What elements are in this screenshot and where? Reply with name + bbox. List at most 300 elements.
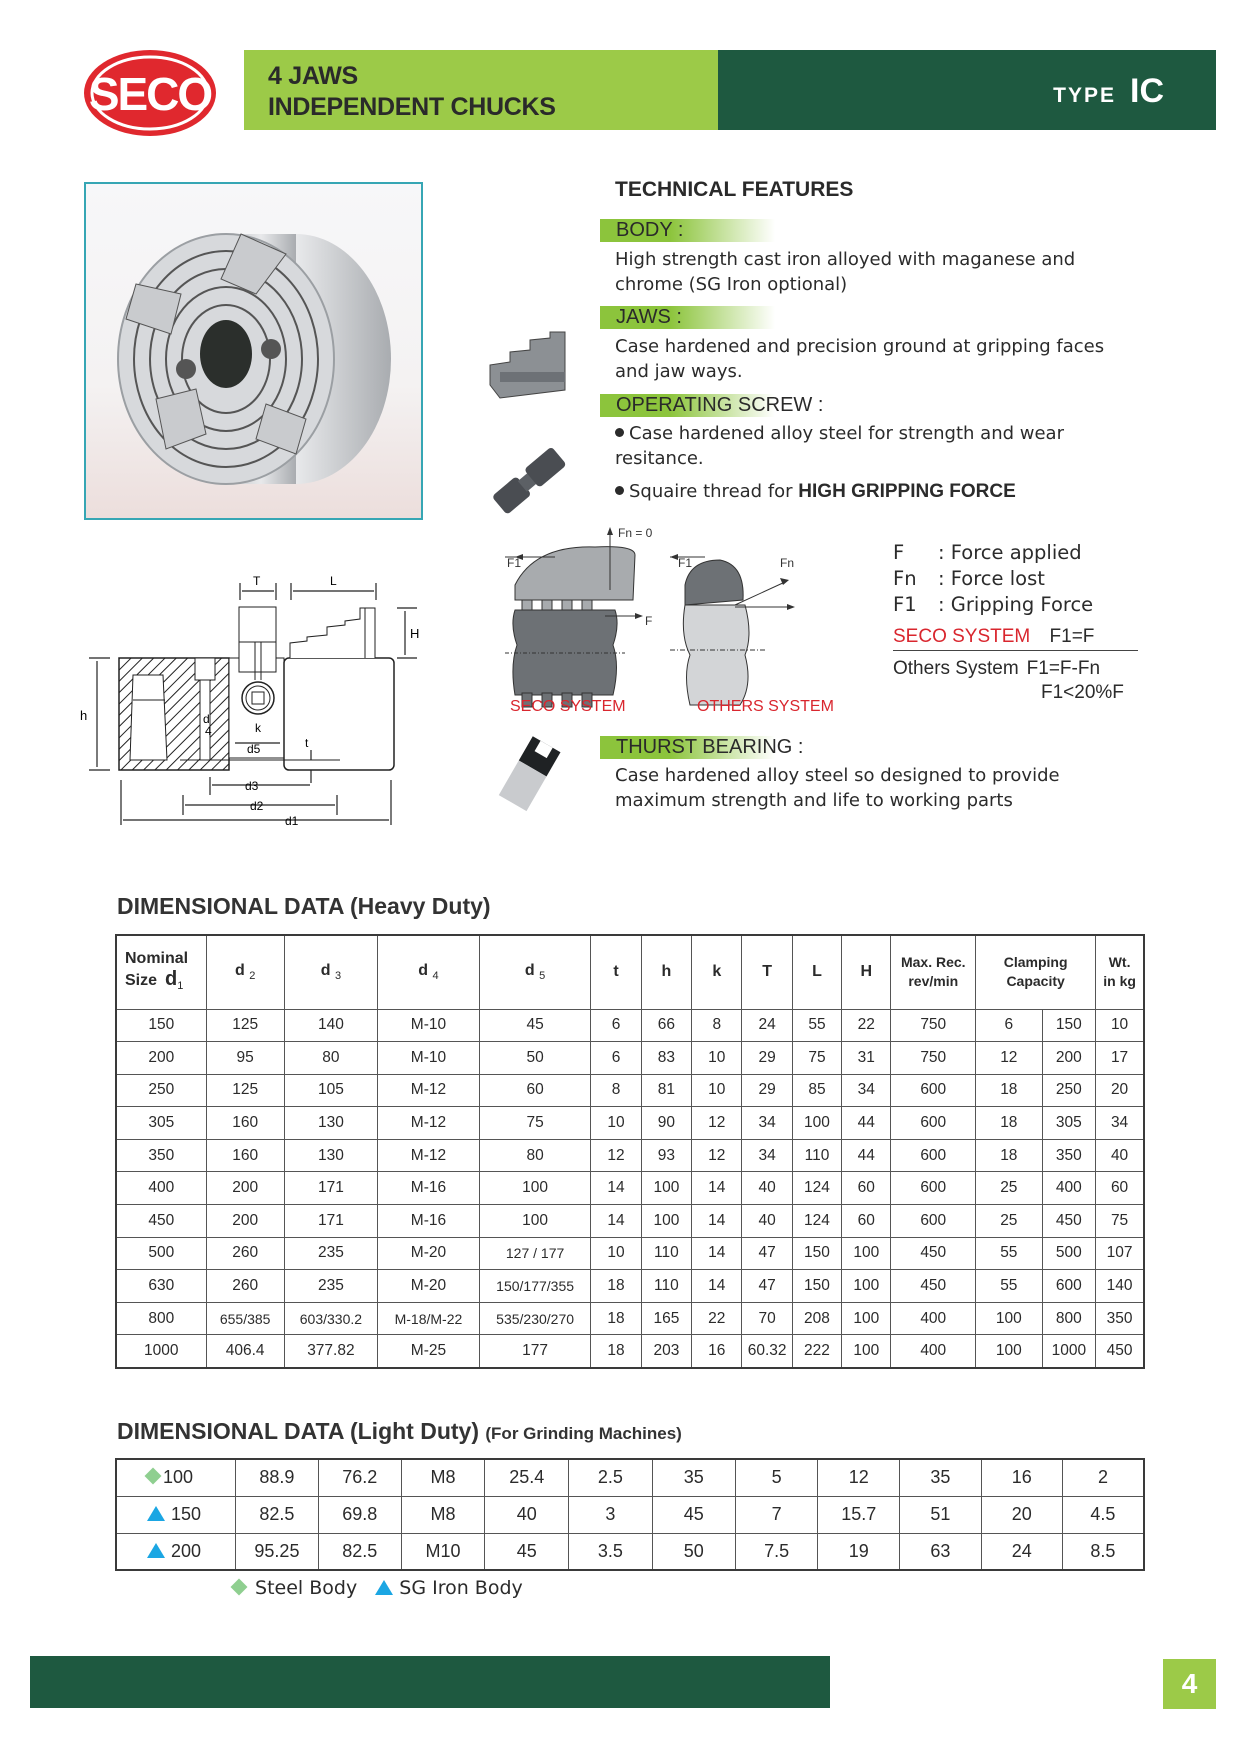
table-cell: 110 bbox=[641, 1270, 691, 1303]
table-cell: 60 bbox=[842, 1172, 891, 1205]
others-system-equation: Others System F1=F-Fn F1<20%F bbox=[893, 658, 1124, 703]
jaws-text-line-1: Case hardened and precision ground at gripping faces bbox=[615, 336, 1105, 357]
table-row bbox=[116, 1335, 1144, 1368]
table-cell: 29 bbox=[742, 1042, 792, 1075]
table-cell: 171 bbox=[284, 1205, 377, 1238]
legend-row-f: F : Force applied bbox=[893, 541, 1082, 564]
table-cell: M-12 bbox=[378, 1107, 480, 1140]
table-cell: 45 bbox=[485, 1533, 569, 1570]
table-cell: 80 bbox=[284, 1042, 377, 1075]
sg-iron-body-label: SG Iron Body bbox=[399, 1577, 523, 1599]
table-cell: 400 bbox=[891, 1302, 976, 1335]
table-cell: 45 bbox=[479, 1009, 590, 1042]
table-cell: 600 bbox=[891, 1107, 976, 1140]
screw-bullet-1-line-2: resitance. bbox=[615, 448, 704, 469]
operating-screw-heading: OPERATING SCREW : bbox=[600, 394, 775, 417]
table-cell: 603/330.2 bbox=[284, 1302, 377, 1335]
table-cell: 76.2 bbox=[318, 1459, 401, 1496]
table-cell: 22 bbox=[842, 1009, 891, 1042]
col-H: H bbox=[842, 935, 891, 1009]
table-cell: 750 bbox=[891, 1009, 976, 1042]
screw-bullet-2: Squaire thread for HIGH GRIPPING FORCE bbox=[615, 479, 1175, 504]
table-cell: M-18/M-22 bbox=[378, 1302, 480, 1335]
steel-body-diamond-icon bbox=[145, 1468, 162, 1485]
technical-features-title: TECHNICAL FEATURES bbox=[615, 178, 854, 201]
body-heading: BODY : bbox=[600, 219, 775, 242]
jaws-text-line-2: and jaw ways. bbox=[615, 361, 743, 382]
table-cell: 450 bbox=[891, 1237, 976, 1270]
dim-d5: d5 bbox=[247, 742, 261, 756]
operating-screw-icon bbox=[480, 440, 580, 520]
col-h: h bbox=[641, 935, 691, 1009]
dim-h: h bbox=[80, 708, 88, 723]
table-row bbox=[116, 1205, 1144, 1238]
table-cell: 600 bbox=[891, 1074, 976, 1107]
force-legend bbox=[893, 540, 1093, 618]
type-label: TYPE bbox=[1053, 84, 1116, 107]
table-cell: 12 bbox=[692, 1107, 742, 1140]
table-cell: 60 bbox=[842, 1205, 891, 1238]
table-cell: 40 bbox=[742, 1205, 792, 1238]
bullet-icon bbox=[615, 428, 624, 437]
table-cell: 127 / 177 bbox=[479, 1237, 590, 1270]
table-cell: 100 bbox=[842, 1237, 891, 1270]
table-cell: M10 bbox=[401, 1533, 485, 1570]
table-cell: 12 bbox=[818, 1459, 900, 1496]
table-cell: 55 bbox=[792, 1009, 841, 1042]
table-cell: 305 bbox=[116, 1107, 206, 1140]
table-cell: 500 bbox=[116, 1237, 206, 1270]
dim-d1: d1 bbox=[285, 814, 299, 825]
table-cell: 15.7 bbox=[818, 1496, 900, 1533]
table-cell: 200 bbox=[1042, 1042, 1096, 1075]
table-cell: 10 bbox=[591, 1107, 641, 1140]
body-text-line-2: chrome (SG Iron optional) bbox=[615, 274, 848, 295]
table-cell: M-16 bbox=[378, 1172, 480, 1205]
table-cell: 100 bbox=[116, 1459, 235, 1496]
table-cell: 450 bbox=[891, 1270, 976, 1303]
table-cell: 80 bbox=[479, 1139, 590, 1172]
table-cell: 82.5 bbox=[318, 1533, 401, 1570]
table-cell: 70 bbox=[742, 1302, 792, 1335]
table-cell: 400 bbox=[116, 1172, 206, 1205]
table-row bbox=[116, 1172, 1144, 1205]
table-cell: 600 bbox=[1042, 1270, 1096, 1303]
col-weight: Wt. in kg bbox=[1096, 935, 1144, 1009]
table-cell: 55 bbox=[976, 1270, 1042, 1303]
table-cell: 208 bbox=[792, 1302, 841, 1335]
table-cell: 800 bbox=[1042, 1302, 1096, 1335]
table-cell: 450 bbox=[116, 1205, 206, 1238]
jaws-heading: JAWS : bbox=[600, 306, 775, 329]
table-cell: 6 bbox=[591, 1042, 641, 1075]
table-cell: 203 bbox=[641, 1335, 691, 1368]
table-cell: 51 bbox=[900, 1496, 981, 1533]
table-cell: 25.4 bbox=[485, 1459, 569, 1496]
sg-iron-triangle-icon bbox=[147, 1543, 165, 1558]
col-max-rev: Max. Rec. rev/min bbox=[891, 935, 976, 1009]
chuck-photo bbox=[84, 182, 423, 520]
table-cell: 85 bbox=[792, 1074, 841, 1107]
table-cell: 150 bbox=[1042, 1009, 1096, 1042]
title-line-2: INDEPENDENT CHUCKS bbox=[268, 93, 556, 121]
table-cell: 10 bbox=[692, 1042, 742, 1075]
table-cell: M8 bbox=[401, 1459, 485, 1496]
table-cell: 100 bbox=[479, 1205, 590, 1238]
table-cell: 105 bbox=[284, 1074, 377, 1107]
table-cell: 260 bbox=[206, 1270, 284, 1303]
table-cell: 400 bbox=[1042, 1172, 1096, 1205]
table-cell: 100 bbox=[842, 1335, 891, 1368]
table-cell: 55 bbox=[976, 1237, 1042, 1270]
table-cell: 95.25 bbox=[235, 1533, 318, 1570]
table-cell: 14 bbox=[692, 1270, 742, 1303]
chuck-illustration bbox=[86, 184, 423, 520]
table-cell: 100 bbox=[479, 1172, 590, 1205]
table-cell: 14 bbox=[692, 1237, 742, 1270]
table-cell: 90 bbox=[641, 1107, 691, 1140]
heavy-duty-body bbox=[116, 1009, 1144, 1368]
table-cell: 14 bbox=[591, 1172, 641, 1205]
table-row bbox=[116, 1459, 1144, 1496]
table-cell: 50 bbox=[652, 1533, 735, 1570]
table-cell: 93 bbox=[641, 1139, 691, 1172]
table-cell: 47 bbox=[742, 1237, 792, 1270]
table-cell: 20 bbox=[1096, 1074, 1144, 1107]
type-value: IC bbox=[1130, 72, 1164, 110]
table-cell: 100 bbox=[842, 1270, 891, 1303]
force-diagram-svg bbox=[495, 525, 855, 725]
table-cell: 14 bbox=[591, 1205, 641, 1238]
table-cell: 25 bbox=[976, 1172, 1042, 1205]
table-cell: 150/177/355 bbox=[479, 1270, 590, 1303]
table-cell: 6 bbox=[976, 1009, 1042, 1042]
others-system-label: OTHERS SYSTEM bbox=[697, 698, 834, 715]
dim-d4-4: 4 bbox=[205, 724, 212, 738]
table-cell: 69.8 bbox=[318, 1496, 401, 1533]
table-cell: 10 bbox=[692, 1074, 742, 1107]
table-cell: 95 bbox=[206, 1042, 284, 1075]
table-cell: 24 bbox=[742, 1009, 792, 1042]
seco-logo bbox=[82, 48, 218, 138]
table-cell: 75 bbox=[792, 1042, 841, 1075]
table-cell: 40 bbox=[1096, 1139, 1144, 1172]
sg-iron-triangle-icon bbox=[375, 1580, 393, 1595]
dim-d3: d3 bbox=[245, 779, 259, 793]
body-text-line-1: High strength cast iron alloyed with maganese and bbox=[615, 249, 1076, 270]
table-cell: 160 bbox=[206, 1107, 284, 1140]
table-cell: 18 bbox=[591, 1335, 641, 1368]
table-cell: 18 bbox=[591, 1302, 641, 1335]
table-cell: 2.5 bbox=[569, 1459, 652, 1496]
table-cell: 60 bbox=[479, 1074, 590, 1107]
table-cell: 250 bbox=[1042, 1074, 1096, 1107]
table-cell: 60.32 bbox=[742, 1335, 792, 1368]
dim-d2: d2 bbox=[250, 799, 264, 813]
dim-d4-d: d bbox=[203, 712, 210, 726]
light-duty-body bbox=[116, 1459, 1144, 1570]
table-cell: 88.9 bbox=[235, 1459, 318, 1496]
table-cell: 66 bbox=[641, 1009, 691, 1042]
table-cell: 34 bbox=[742, 1107, 792, 1140]
table-cell: 100 bbox=[641, 1172, 691, 1205]
table-cell: 22 bbox=[692, 1302, 742, 1335]
table-row bbox=[116, 1107, 1144, 1140]
col-nominal-size: Nominal Size $d_1$ bbox=[116, 935, 206, 1009]
table-cell: 110 bbox=[792, 1139, 841, 1172]
table-cell: 630 bbox=[116, 1270, 206, 1303]
table-cell: 750 bbox=[891, 1042, 976, 1075]
table-cell: 8.5 bbox=[1062, 1533, 1144, 1570]
table-cell: 35 bbox=[900, 1459, 981, 1496]
legend-row-f1: F1 : Gripping Force bbox=[893, 593, 1094, 616]
table-row bbox=[116, 1074, 1144, 1107]
table-cell: 450 bbox=[1042, 1205, 1096, 1238]
table-cell: 29 bbox=[742, 1074, 792, 1107]
table-cell: 655/385 bbox=[206, 1302, 284, 1335]
thrust-bearing-description bbox=[615, 763, 1175, 813]
table-cell: 400 bbox=[891, 1335, 976, 1368]
table-cell: 6 bbox=[591, 1009, 641, 1042]
table-cell: 2 bbox=[1062, 1459, 1144, 1496]
table-cell: 124 bbox=[792, 1172, 841, 1205]
table-cell: 50 bbox=[479, 1042, 590, 1075]
table-cell: 160 bbox=[206, 1139, 284, 1172]
col-L: L bbox=[792, 935, 841, 1009]
dim-L: L bbox=[330, 574, 337, 588]
light-duty-table bbox=[115, 1458, 1145, 1571]
table-cell: 124 bbox=[792, 1205, 841, 1238]
dim-k: k bbox=[255, 721, 261, 735]
table-cell: 20 bbox=[981, 1496, 1062, 1533]
table-cell: M-20 bbox=[378, 1237, 480, 1270]
table-cell: 18 bbox=[591, 1270, 641, 1303]
table-cell: 600 bbox=[891, 1205, 976, 1238]
table-cell: 100 bbox=[976, 1302, 1042, 1335]
table-cell: 18 bbox=[976, 1107, 1042, 1140]
sg-iron-triangle-icon bbox=[147, 1506, 165, 1521]
table-cell: 31 bbox=[842, 1042, 891, 1075]
table-row bbox=[116, 1533, 1144, 1570]
operating-screw-description bbox=[615, 421, 1175, 504]
table-cell: 150 bbox=[116, 1496, 235, 1533]
table-cell: 200 bbox=[206, 1205, 284, 1238]
table-cell: 34 bbox=[1096, 1107, 1144, 1140]
table-cell: M8 bbox=[401, 1496, 485, 1533]
table-row bbox=[116, 1302, 1144, 1335]
light-duty-title: DIMENSIONAL DATA (Light Duty) (For Grinding Machines) bbox=[117, 1418, 682, 1444]
table-cell: 1000 bbox=[116, 1335, 206, 1368]
table-cell: 350 bbox=[1096, 1302, 1144, 1335]
table-cell: 3 bbox=[569, 1496, 652, 1533]
dimension-drawing bbox=[75, 555, 475, 825]
table-cell: 250 bbox=[116, 1074, 206, 1107]
col-clamping-capacity: Clamping Capacity bbox=[976, 935, 1096, 1009]
col-k: k bbox=[692, 935, 742, 1009]
body-type-legend bbox=[233, 1577, 523, 1599]
thrust-bearing-heading: THURST BEARING : bbox=[600, 736, 775, 759]
table-cell: 130 bbox=[284, 1139, 377, 1172]
table-cell: 260 bbox=[206, 1237, 284, 1270]
table-cell: 150 bbox=[116, 1009, 206, 1042]
table-cell: 35 bbox=[652, 1459, 735, 1496]
table-cell: 10 bbox=[1096, 1009, 1144, 1042]
col-d5: d $_5$ bbox=[479, 935, 590, 1009]
dim-T: T bbox=[253, 574, 261, 588]
screw-bullet-1: Case hardened alloy steel for strength and wear bbox=[615, 421, 1175, 446]
table-cell: 150 bbox=[792, 1237, 841, 1270]
table-cell: M-12 bbox=[378, 1074, 480, 1107]
table-cell: 75 bbox=[479, 1107, 590, 1140]
table-cell: 222 bbox=[792, 1335, 841, 1368]
logo-text: SECO bbox=[88, 68, 212, 120]
jaws-description bbox=[615, 334, 1175, 384]
table-cell: 5 bbox=[735, 1459, 817, 1496]
table-cell: 18 bbox=[976, 1139, 1042, 1172]
table-cell: 100 bbox=[792, 1107, 841, 1140]
table-cell: 305 bbox=[1042, 1107, 1096, 1140]
label-fn-zero: Fn = 0 bbox=[618, 526, 653, 540]
table-cell: 14 bbox=[692, 1205, 742, 1238]
table-cell: 17 bbox=[1096, 1042, 1144, 1075]
dim-t: t bbox=[305, 736, 309, 750]
table-cell: 60 bbox=[1096, 1172, 1144, 1205]
col-t: t bbox=[591, 935, 641, 1009]
table-cell: 7 bbox=[735, 1496, 817, 1533]
table-cell: 200 bbox=[206, 1172, 284, 1205]
label-f1-others: F1 bbox=[678, 556, 693, 570]
table-cell: 63 bbox=[900, 1533, 981, 1570]
heavy-duty-table bbox=[115, 934, 1145, 1369]
heavy-duty-title: DIMENSIONAL DATA (Heavy Duty) bbox=[117, 893, 491, 919]
table-cell: 107 bbox=[1096, 1237, 1144, 1270]
table-cell: M-25 bbox=[378, 1335, 480, 1368]
footer-bar bbox=[30, 1656, 830, 1708]
table-cell: 34 bbox=[742, 1139, 792, 1172]
table-cell: 45 bbox=[652, 1496, 735, 1533]
table-cell: 800 bbox=[116, 1302, 206, 1335]
bullet-icon bbox=[615, 486, 624, 495]
table-cell: 100 bbox=[842, 1302, 891, 1335]
table-cell: 18 bbox=[976, 1074, 1042, 1107]
thrust-text-line-1: Case hardened alloy steel so designed to provide bbox=[615, 765, 1060, 786]
table-cell: 165 bbox=[641, 1302, 691, 1335]
table-row bbox=[116, 1237, 1144, 1270]
table-cell: 44 bbox=[842, 1139, 891, 1172]
table-cell: 350 bbox=[116, 1139, 206, 1172]
dimension-drawing-svg bbox=[75, 555, 475, 825]
table-cell: 10 bbox=[591, 1237, 641, 1270]
table-cell: 40 bbox=[742, 1172, 792, 1205]
jaw-icon bbox=[485, 330, 575, 410]
page-number: 4 bbox=[1163, 1659, 1216, 1709]
table-cell: 350 bbox=[1042, 1139, 1096, 1172]
label-fn: Fn bbox=[780, 556, 795, 570]
table-cell: 200 bbox=[116, 1042, 206, 1075]
table-cell: 140 bbox=[284, 1009, 377, 1042]
table-cell: 3.5 bbox=[569, 1533, 652, 1570]
table-cell: 110 bbox=[641, 1237, 691, 1270]
body-description bbox=[615, 247, 1175, 297]
table-cell: 8 bbox=[591, 1074, 641, 1107]
table-cell: 25 bbox=[976, 1205, 1042, 1238]
thrust-text-line-2: maximum strength and life to working parts bbox=[615, 790, 1013, 811]
seco-system-label: SECO SYSTEM bbox=[510, 698, 626, 715]
title-banner bbox=[244, 50, 718, 130]
table-cell: 600 bbox=[891, 1139, 976, 1172]
dim-H: H bbox=[410, 626, 420, 641]
table-cell: 130 bbox=[284, 1107, 377, 1140]
force-diagram bbox=[495, 525, 855, 725]
table-cell: 377.82 bbox=[284, 1335, 377, 1368]
table-row bbox=[116, 1042, 1144, 1075]
table-cell: 125 bbox=[206, 1074, 284, 1107]
table-cell: 100 bbox=[641, 1205, 691, 1238]
table-cell: 14 bbox=[692, 1172, 742, 1205]
table-cell: 100 bbox=[976, 1335, 1042, 1368]
heavy-duty-header-row bbox=[116, 935, 1144, 1009]
table-cell: 12 bbox=[591, 1139, 641, 1172]
col-d4: d $_4$ bbox=[378, 935, 480, 1009]
table-cell: M-12 bbox=[378, 1139, 480, 1172]
table-cell: 4.5 bbox=[1062, 1496, 1144, 1533]
table-cell: M-10 bbox=[378, 1042, 480, 1075]
table-cell: M-10 bbox=[378, 1009, 480, 1042]
table-cell: 235 bbox=[284, 1237, 377, 1270]
steel-body-label: Steel Body bbox=[255, 1577, 358, 1599]
table-row bbox=[116, 1496, 1144, 1533]
table-cell: 171 bbox=[284, 1172, 377, 1205]
table-cell: 140 bbox=[1096, 1270, 1144, 1303]
table-cell: 12 bbox=[692, 1139, 742, 1172]
table-cell: M-20 bbox=[378, 1270, 480, 1303]
table-cell: 150 bbox=[792, 1270, 841, 1303]
table-cell: 535/230/270 bbox=[479, 1302, 590, 1335]
table-cell: 450 bbox=[1096, 1335, 1144, 1368]
table-cell: 24 bbox=[981, 1533, 1062, 1570]
table-cell: 44 bbox=[842, 1107, 891, 1140]
table-cell: 16 bbox=[692, 1335, 742, 1368]
table-cell: 75 bbox=[1096, 1205, 1144, 1238]
table-cell: 406.4 bbox=[206, 1335, 284, 1368]
col-d2: d $_2$ bbox=[206, 935, 284, 1009]
table-cell: 7.5 bbox=[735, 1533, 817, 1570]
label-f1-seco: F1 bbox=[507, 556, 522, 570]
table-row bbox=[116, 1139, 1144, 1172]
table-cell: 47 bbox=[742, 1270, 792, 1303]
table-cell: 81 bbox=[641, 1074, 691, 1107]
title-line-1: 4 JAWS bbox=[268, 62, 358, 90]
seco-system-equation: SECO SYSTEM F1=F bbox=[893, 626, 1138, 651]
table-cell: M-16 bbox=[378, 1205, 480, 1238]
table-cell: 125 bbox=[206, 1009, 284, 1042]
table-cell: 12 bbox=[976, 1042, 1042, 1075]
table-row bbox=[116, 1009, 1144, 1042]
table-cell: 177 bbox=[479, 1335, 590, 1368]
steel-body-diamond-icon bbox=[231, 1579, 248, 1596]
legend-row-fn: Fn : Force lost bbox=[893, 567, 1045, 590]
table-cell: 16 bbox=[981, 1459, 1062, 1496]
table-cell: 34 bbox=[842, 1074, 891, 1107]
label-f: F bbox=[645, 614, 653, 628]
table-cell: 500 bbox=[1042, 1237, 1096, 1270]
table-cell: 40 bbox=[485, 1496, 569, 1533]
col-T: T bbox=[742, 935, 792, 1009]
table-cell: 19 bbox=[818, 1533, 900, 1570]
col-d3: d $_3$ bbox=[284, 935, 377, 1009]
table-cell: 8 bbox=[692, 1009, 742, 1042]
table-cell: 1000 bbox=[1042, 1335, 1096, 1368]
